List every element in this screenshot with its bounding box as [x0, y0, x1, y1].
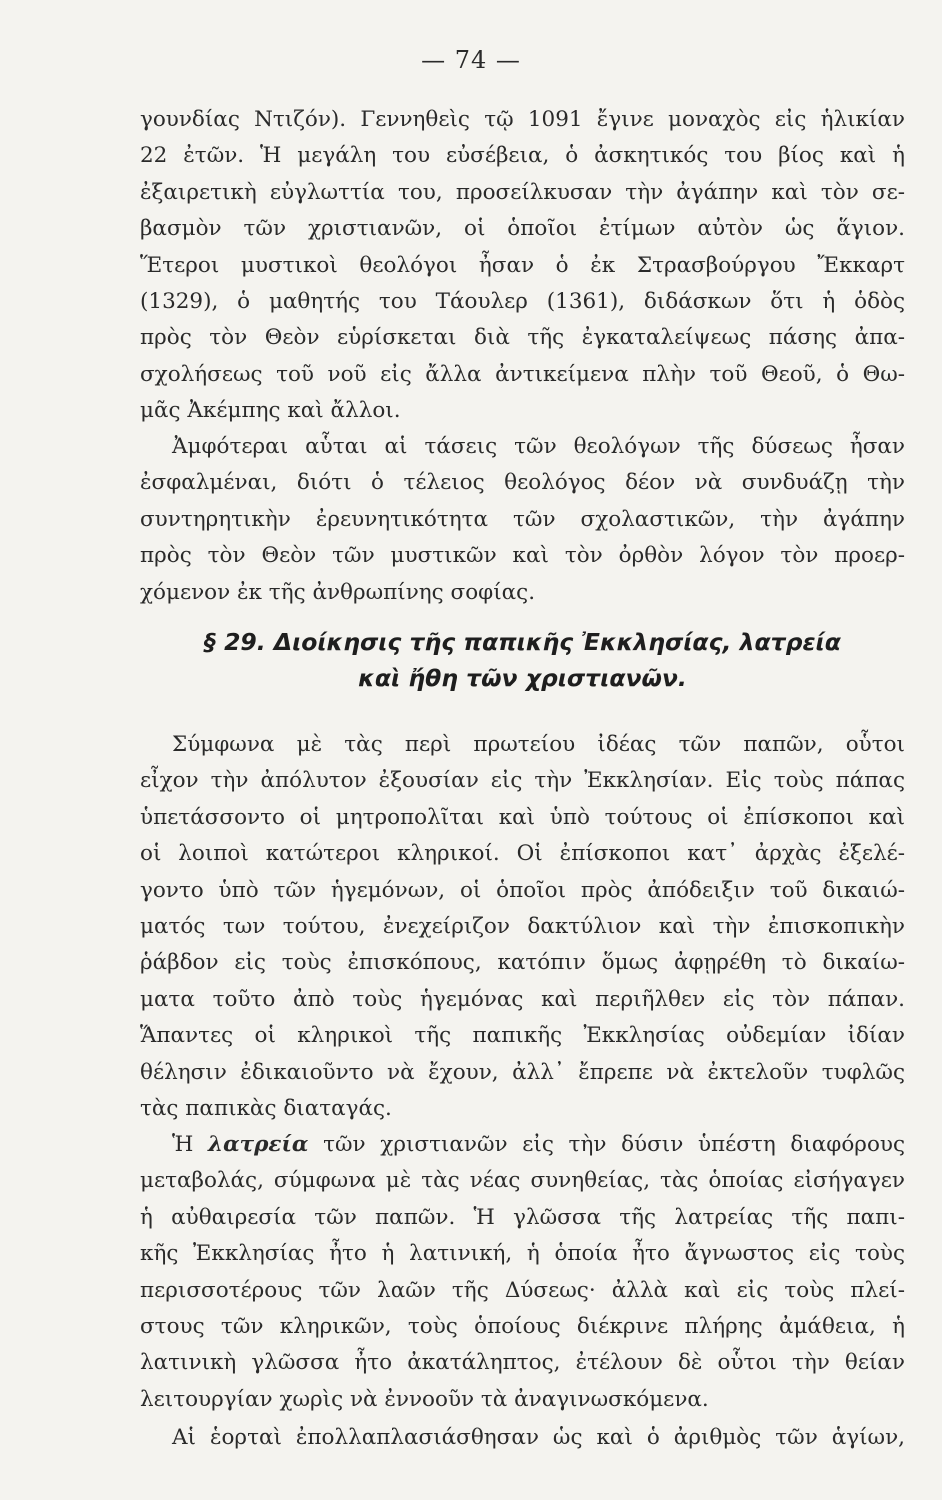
text-line: περισσοτέρους τῶν λαῶν τῆς Δύσεως· ἀλλὰ καὶ εἰς τοὺς πλεί- [140, 1277, 905, 1303]
text-line: τὰς παπικὰς διαταγάς. [140, 1096, 392, 1121]
text-line: θέλησιν ἐδικαιοῦντο νὰ ἔχουν, ἀλλ᾽ ἔπρεπε νὰ ἐκτελοῦν τυφλῶς [140, 1059, 905, 1085]
text-line: ματός των τούτου, ἐνεχείριζον δακτύλιον καὶ τὴν ἐπισκοπικὴν [140, 914, 905, 939]
text-line: μᾶς Ἀκέμπης καὶ ἄλλοι. [140, 398, 401, 424]
text-line [140, 1127, 905, 1163]
text-line: ματα τοῦτο ἀπὸ τοὺς ἡγεμόνας καὶ περιῆλθεν εἰς τὸν πάπαν. [140, 986, 905, 1012]
text-line: πρὸς τὸν Θεὸν τῶν μυστικῶν καὶ τὸν ὀρθὸν λόγον τὸν προερ- [140, 543, 905, 569]
text-line: χόμενον ἐκ τῆς ἀνθρωπίνης σοφίας. [140, 579, 536, 605]
text-line: (1329), ὁ μαθητής του Τάουλερ (1361), διδάσκων ὅτι ἡ ὁδὸς [140, 289, 905, 314]
text-line: λατινικὴ γλῶσσα ἦτο ἀκατάληπτος, ἐτέλουν δὲ οὗτοι τὴν θείαν [140, 1350, 905, 1376]
text-line: ἐσφαλμέναι, διότι ὁ τέλειος θεολόγος δέον νὰ συνδυάζῃ τὴν [140, 470, 905, 496]
text-line: λειτουργίαν χωρὶς νὰ ἐννοοῦν τὰ ἀναγινωσκόμενα. [140, 1386, 709, 1412]
text-line: μεταβολάς, σύμφωνα μὲ τὰς νέας συνηθείας, τὰς ὁποίας εἰσήγαγεν [140, 1168, 905, 1194]
text-line: στους τῶν κληρικῶν, τοὺς ὁποίους διέκρινε πλήρης ἀμάθεια, ἡ [140, 1314, 905, 1339]
text-line: γουνδίας Ντιζόν). Γεννηθεὶς τῷ 1091 ἔγινε μοναχὸς εἰς ἡλικίαν [140, 107, 905, 132]
text-line: Σύμφωνα μὲ τὰς περὶ πρωτείου ἰδέας τῶν παπῶν, οὗτοι [172, 732, 905, 757]
text-line: ἡ αὐθαιρεσία τῶν παπῶν. Ἡ γλῶσσα τῆς λατρείας τῆς παπι- [140, 1204, 905, 1230]
text-line: ἐξαιρετικὴ εὐγλωττία του, προσείλκυσαν τὴν ἀγάπην καὶ τὸν σε- [140, 179, 905, 205]
text-line: κῆς Ἐκκλησίας ἦτο ἡ λατινική, ἡ ὁποία ἦτο ἄγνωστος εἰς τοὺς [140, 1241, 905, 1267]
text-line: βασμὸν τῶν χριστιανῶν, οἱ ὁποῖοι ἐτίμων αὐτὸν ὡς ἅγιον. [140, 216, 905, 242]
text-line: σχολήσεως τοῦ νοῦ εἰς ἄλλα ἀντικείμενα πλὴν τοῦ Θεοῦ, ὁ Θω- [140, 361, 905, 387]
section-heading-line-1: § 29. Διοίκησις τῆς παπικῆς Ἐκκλησίας, λατρεία [204, 628, 841, 656]
paragraph-4-first-word: Ἡ [172, 1132, 194, 1157]
page-number: — 74 — [421, 46, 521, 74]
text-line: Αἱ ἑορταὶ ἐπολλαπλασιάσθησαν ὡς καὶ ὁ ἀριθμὸς τῶν ἁγίων, [172, 1425, 905, 1450]
section-heading-line-2: καὶ ἤθη τῶν χριστιανῶν. [358, 664, 687, 692]
text-line: Ἀμφότεραι αὗται αἱ τάσεις τῶν θεολόγων τῆς δύσεως ἦσαν [172, 434, 905, 459]
text-line: 22 ἐτῶν. Ἡ μεγάλη του εὐσέβεια, ὁ ἀσκητικός του βίος καὶ ἡ [140, 143, 905, 169]
text-line: γοντο ὑπὸ τῶν ἡγεμόνων, οἱ ὁποῖοι πρὸς ἀπόδειξιν τοῦ δικαιώ- [140, 877, 905, 903]
text-line: Ἕτεροι μυστικοὶ θεολόγοι ἦσαν ὁ ἐκ Στρασβούργου Ἔκκαρτ [140, 252, 905, 278]
text-line: συντηρητικὴν ἐρευνητικότητα τῶν σχολαστικῶν, τὴν ἀγάπην [140, 506, 905, 532]
text-line: ὑπετάσσοντο οἱ μητροπολῖται καὶ ὑπὸ τούτους οἱ ἐπίσκοποι καὶ [140, 804, 905, 830]
text-line: εἶχον τὴν ἀπόλυτον ἐξουσίαν εἰς τὴν Ἐκκλησίαν. Εἰς τοὺς πάπας [140, 768, 905, 794]
emphasized-term: λατρεία [208, 1132, 309, 1157]
text-line: Ἅπαντες οἱ κληρικοὶ τῆς παπικῆς Ἐκκλησίας οὐδεμίαν ἰδίαν [140, 1023, 905, 1049]
paragraph-4-first-rest: τῶν χριστιανῶν εἰς τὴν δύσιν ὑπέστη διαφόρους [323, 1132, 905, 1157]
text-line: οἱ λοιποὶ κατώτεροι κληρικοί. Οἱ ἐπίσκοποι κατ᾽ ἀρχὰς ἐξελέ- [140, 841, 905, 867]
text-line: ῥάβδον εἰς τοὺς ἐπισκόπους, κατόπιν ὅμως ἀφῃρέθη τὸ δικαίω- [140, 950, 905, 976]
text-line: πρὸς τὸν Θεὸν εὑρίσκεται διὰ τῆς ἐγκαταλείψεως πάσης ἀπα- [140, 325, 905, 351]
